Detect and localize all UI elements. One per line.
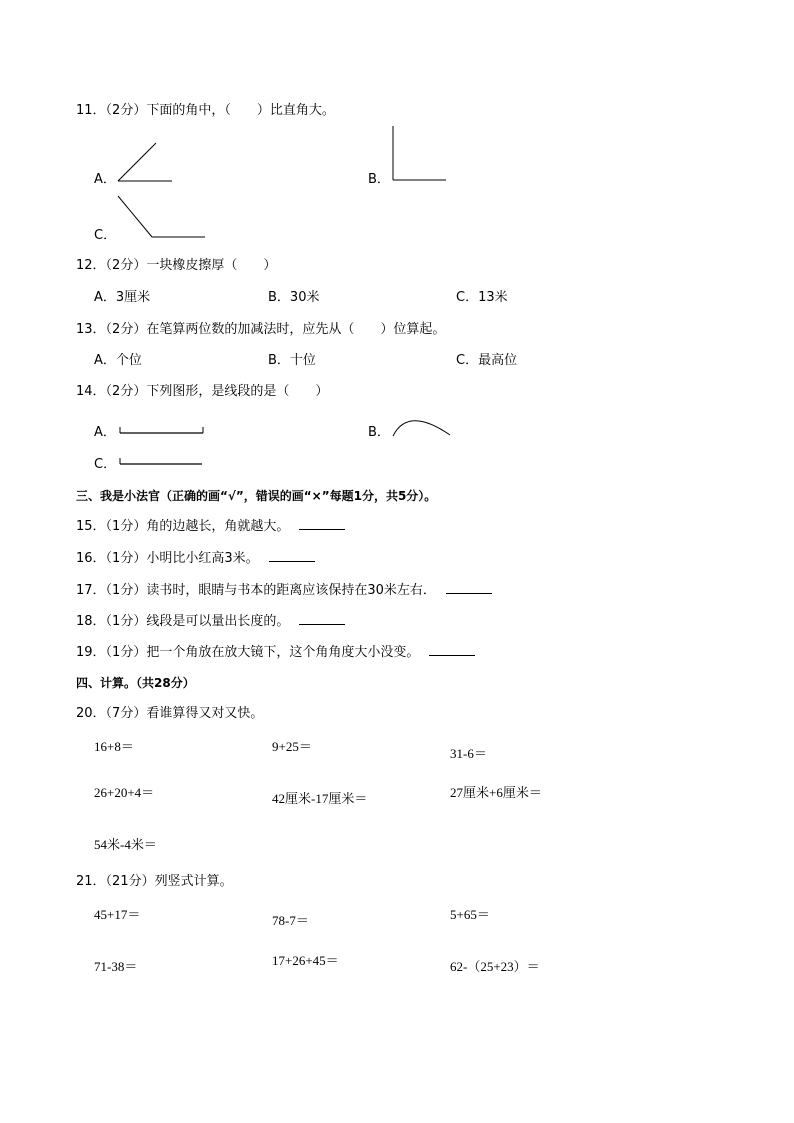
q13-stem: 13．（2分）在笔算两位数的加减法时，应先从（ ）位算起。 — [76, 322, 446, 337]
q14-curve-b-figure — [390, 412, 456, 440]
q11-option-b-label: B． — [368, 172, 390, 187]
section-3-title: 三、我是小法官（正确的画“√”，错误的画“×”每题1分，共5分）。 — [76, 489, 437, 503]
q21-item: 78-7＝ — [272, 913, 309, 928]
q21-item: 62-（25+23）＝ — [450, 959, 540, 974]
q21-item: 17+26+45＝ — [272, 953, 339, 968]
q11-angle-b-figure — [390, 124, 450, 184]
q14-ray-c-figure — [119, 456, 209, 468]
q13-option-a: A．个位 — [94, 353, 142, 368]
q14-option-a-label: A． — [94, 425, 116, 440]
q18-row — [76, 613, 345, 630]
q18-stem: 18．（1分）线段是可以量出长度的。 — [76, 614, 290, 629]
q20-item: 31-6＝ — [450, 746, 487, 761]
q13-option-c: C．最高位 — [456, 353, 518, 368]
q21-stem: 21．（21分）列竖式计算。 — [76, 874, 233, 889]
q15-stem: 15．（1分）角的边越长，角就越大。 — [76, 519, 290, 534]
q11-angle-c-figure — [116, 194, 211, 242]
q19-row — [76, 644, 475, 661]
q12-option-a: A．3厘米 — [94, 290, 151, 305]
q20-item: 54米-4米＝ — [94, 837, 157, 852]
q14-stem: 14．（2分）下列图形，是线段的是（ ） — [76, 384, 329, 399]
q21-item: 71-38＝ — [94, 959, 138, 974]
q11-angle-a-figure — [116, 140, 176, 185]
q11-option-a-label: A． — [94, 172, 116, 187]
q17-row — [76, 582, 492, 599]
q20-item: 27厘米+6厘米＝ — [450, 785, 542, 800]
q16-stem: 16．（1分）小明比小红高3米。 — [76, 551, 259, 566]
q20-item: 26+20+4＝ — [94, 785, 155, 800]
q20-stem: 20．（7分）看谁算得又对又快。 — [76, 706, 264, 721]
q19-answer-blank[interactable] — [429, 644, 475, 656]
q11-option-c-label: C． — [94, 228, 117, 243]
q11-stem: 11．（2分）下面的角中，（ ）比直角大。 — [76, 103, 335, 118]
q12-option-b: B．30米 — [268, 290, 320, 305]
q14-segment-a-figure — [119, 425, 209, 437]
q17-answer-blank[interactable] — [446, 582, 492, 594]
q21-item: 5+65＝ — [450, 907, 490, 922]
q13-option-b: B．十位 — [268, 353, 316, 368]
q20-item: 9+25＝ — [272, 739, 312, 754]
q20-item: 16+8＝ — [94, 739, 134, 754]
q21-item: 45+17＝ — [94, 907, 141, 922]
q16-answer-blank[interactable] — [269, 550, 315, 562]
q20-item: 42厘米-17厘米＝ — [272, 791, 368, 806]
section-4-title: 四、计算。（共28分） — [76, 676, 195, 690]
q17-stem: 17．（1分）读书时，眼睛与书本的距离应该保持在30米左右． — [76, 583, 436, 598]
q18-answer-blank[interactable] — [299, 613, 345, 625]
q16-row — [76, 550, 315, 567]
q15-answer-blank[interactable] — [299, 518, 345, 530]
q15-row — [76, 518, 345, 535]
q19-stem: 19．（1分）把一个角放在放大镜下，这个角角度大小没变。 — [76, 645, 420, 660]
q12-stem: 12．（2分）一块橡皮擦厚（ ） — [76, 258, 277, 273]
q12-option-c: C．13米 — [456, 290, 508, 305]
q14-option-c-label: C． — [94, 457, 117, 472]
q14-option-b-label: B． — [368, 425, 390, 440]
